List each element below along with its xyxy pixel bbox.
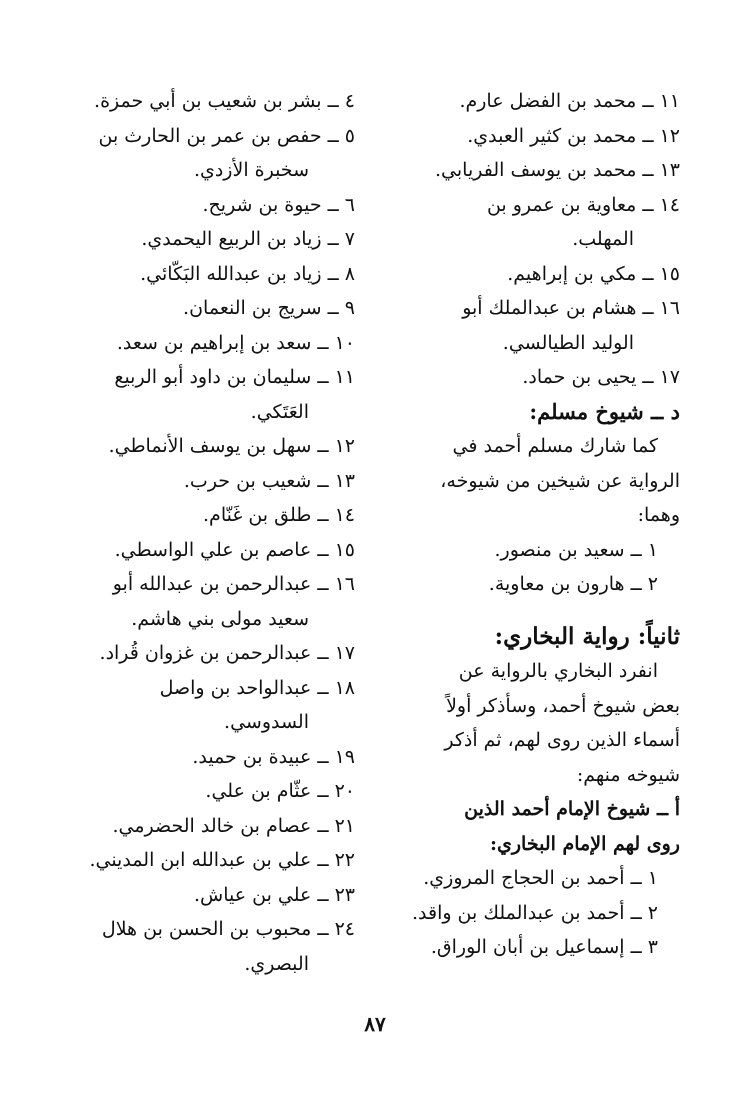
text-line: ٢٢ ــ علي بن عبدالله ابن المديني. — [89, 849, 355, 871]
text-line: ١٢ ــ سهل بن يوسف الأنماطي. — [108, 435, 355, 457]
text-line: ١٠ ــ سعد بن إبراهيم بن سعد. — [116, 331, 355, 354]
text-line: ٢ ــ أحمد بن عبدالملك بن واقد. — [411, 901, 658, 924]
text-line: ١٣ ــ محمد بن يوسف الفريابي. — [435, 159, 680, 181]
text-line: ١٦ ــ عبدالرحمن بن عبدالله أبو — [112, 573, 355, 595]
text-line: ١٥ ــ عاصم بن علي الواسطي. — [114, 538, 355, 561]
text-line: ٢١ ــ عصام بن خالد الحضرمي. — [112, 814, 355, 837]
page-number: ٨٧ — [364, 1012, 386, 1036]
text-line: العَتَكي. — [250, 400, 309, 423]
text-line: ٢ ــ هارون بن معاوية. — [488, 573, 658, 595]
section-heading: د ــ شيوخ مسلم: — [529, 398, 680, 424]
text-line: ٤ ــ بشر بن شعيب بن أبي حمزة. — [94, 90, 355, 112]
text-line: سخبرة الأزدي. — [193, 159, 309, 181]
text-line: شيوخه منهم: — [576, 763, 680, 786]
text-line: ٢٠ ــ عثّام بن علي. — [205, 780, 355, 802]
text-line: ٥ ــ حفص بن عمر بن الحارث بن — [98, 124, 355, 147]
spacer — [380, 602, 680, 620]
text-line: ٢٣ ــ علي بن عياش. — [193, 883, 355, 906]
text-line: ١٣ ــ شعيب بن حرب. — [183, 469, 355, 492]
text-line: ١٨ ــ عبدالواحد بن واصل — [159, 676, 355, 699]
text-line: ١٧ ــ يحيى بن حماد. — [522, 366, 680, 388]
text-line: ١١ ــ محمد بن الفضل عارم. — [459, 90, 680, 112]
text-line: ٢٤ ــ محبوب بن الحسن بن هلال — [101, 918, 355, 940]
text-line: ٨ ــ زياد بن عبدالله البَكّائي. — [140, 262, 355, 285]
text-line: ١٤ ــ طلق بن غَنّام. — [203, 504, 355, 526]
text-line: ١ ــ أحمد بن الحجاج المروزي. — [423, 867, 658, 889]
text-line: ١٧ ــ عبدالرحمن بن غزوان قُراد. — [99, 642, 355, 664]
text-line: أسماء الذين روى لهم، ثم أذكر — [444, 729, 680, 751]
text-line: السدوسي. — [224, 711, 309, 733]
text-line: ٩ ــ سريج بن النعمان. — [183, 297, 355, 319]
text-line: ١٩ ــ عبيدة بن حميد. — [192, 745, 355, 768]
left-column — [60, 84, 355, 981]
text-line: سعيد مولى بني هاشم. — [131, 607, 309, 630]
text-line: البصري. — [244, 952, 309, 975]
text-line: ٧ ــ زياد بن الربيع اليحمدي. — [141, 228, 355, 250]
text-line: ١٤ ــ معاوية بن عمرو بن — [486, 193, 680, 216]
text-line: ١٢ ــ محمد بن كثير العبدي. — [467, 124, 680, 147]
text-line: كما شارك مسلم أحمد في — [452, 435, 658, 457]
text-line: انفرد البخاري بالرواية عن — [458, 660, 658, 682]
text-line: المهلب. — [572, 228, 634, 250]
right-column — [380, 84, 680, 965]
text-line: وهما: — [637, 504, 680, 526]
text-line: الوليد الطيالسي. — [502, 331, 634, 354]
text-line: ١ ــ سعيد بن منصور. — [494, 538, 658, 561]
text-line: ١١ ــ سليمان بن داود أبو الربيع — [114, 366, 355, 388]
text-line: ٦ ــ حيوة بن شريح. — [202, 193, 355, 216]
text-line: ٣ ــ إسماعيل بن أبان الوراق. — [430, 936, 658, 958]
text-line: بعض شيوخ أحمد، وسأذكر أولاً — [446, 694, 680, 717]
text-line: ١٦ ــ هشام بن عبدالملك أبو — [462, 297, 680, 319]
text-line: ١٥ ــ مكي بن إبراهيم. — [507, 262, 680, 285]
section-heading: روى لهم الإمام البخاري: — [489, 832, 680, 855]
section-heading: أ ــ شيوخ الإمام أحمد الذين — [464, 798, 680, 820]
section-heading: ثانياً: رواية البخاري: — [494, 622, 680, 650]
text-line: الرواية عن شيخين من شيوخه، — [440, 469, 680, 492]
